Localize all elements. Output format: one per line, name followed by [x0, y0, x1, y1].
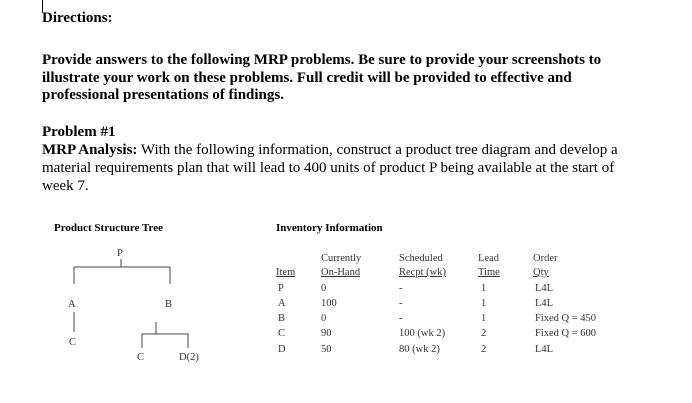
header-lead-1: Lead: [478, 253, 499, 264]
header-lead-2: Time: [478, 267, 500, 278]
row-a-item: A: [278, 298, 286, 309]
problem-line-3: week 7.: [42, 178, 89, 194]
tree-node-b: B: [165, 299, 173, 310]
row-p-order: L4L: [535, 283, 554, 294]
row-a-sched: -: [399, 298, 403, 309]
problem-lead-rest: With the following information, construct a product tree diagram and develop a: [137, 142, 618, 158]
row-b-sched: -: [399, 313, 403, 324]
inventory-title: Inventory Information: [276, 222, 383, 234]
row-c-onhand: 90: [321, 328, 332, 339]
tree-node-d: D(2): [179, 352, 199, 363]
problem-lead-bold: MRP Analysis:: [42, 142, 138, 158]
header-order-2: Qty: [533, 267, 549, 278]
row-a-lead: 1: [481, 298, 487, 309]
tree-node-c-under-a: C: [69, 337, 77, 348]
header-sched-2: Recpt (wk): [399, 267, 446, 278]
row-p-sched: -: [399, 283, 403, 294]
row-p-lead: 1: [481, 283, 487, 294]
directions-line-3: professional presentations of findings.: [42, 87, 284, 103]
row-a-order: L4L: [535, 298, 554, 309]
header-onhand-2: On-Hand: [321, 267, 361, 278]
row-c-item: C: [278, 328, 286, 339]
row-b-onhand: 0: [321, 313, 327, 324]
header-order-1: Order: [533, 253, 558, 264]
row-c-lead: 2: [481, 328, 487, 339]
header-sched-1: Scheduled: [399, 253, 443, 264]
tree-node-c-under-b: C: [137, 352, 145, 363]
problem-heading: Problem #1: [42, 124, 116, 140]
row-d-lead: 2: [481, 344, 487, 355]
row-d-item: D: [278, 344, 286, 355]
directions-line-2: illustrate your work on these problems. Full credit will be provided to effective and: [42, 69, 572, 86]
row-b-lead: 1: [481, 313, 487, 324]
row-d-order: L4L: [535, 344, 554, 355]
row-d-sched: 80 (wk 2): [399, 344, 440, 355]
tree-node-p: P: [117, 248, 123, 259]
header-item: Item: [276, 267, 296, 278]
row-c-order: Fixed Q = 600: [535, 328, 597, 339]
row-d-onhand: 50: [321, 344, 332, 355]
row-b-item: B: [278, 313, 286, 324]
row-p-item: P: [278, 283, 284, 294]
tree-title: Product Structure Tree: [54, 222, 163, 234]
row-c-sched: 100 (wk 2): [399, 328, 446, 339]
directions-line-1: Provide answers to the following MRP problems. Be sure to provide your screenshots to: [42, 52, 602, 68]
row-p-onhand: 0: [321, 283, 327, 294]
tree-node-a: A: [68, 299, 76, 310]
row-b-order: Fixed Q = 450: [535, 313, 597, 324]
row-a-onhand: 100: [321, 298, 337, 309]
directions-heading: Directions:: [42, 10, 113, 26]
problem-line-2: material requirements plan that will lead to 400 units of product P being available at the start of: [42, 160, 615, 176]
header-onhand-1: Currently: [321, 253, 362, 264]
